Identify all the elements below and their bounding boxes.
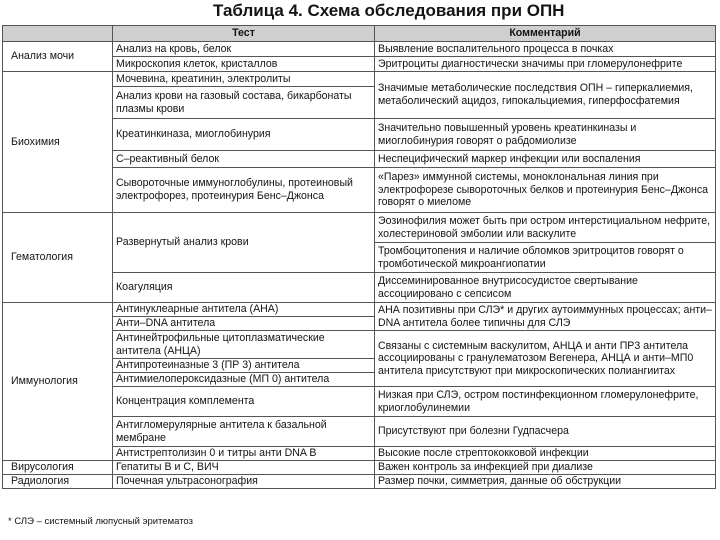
- table-title: Таблица 4. Схема обследования при ОПН: [213, 1, 565, 20]
- comment-cell: Выявление воспалительного процесса в почках: [375, 42, 716, 57]
- footnote: * СЛЭ – системный люпусный эритематоз: [8, 516, 193, 527]
- test-cell: Антимиелопероксидазные (МП 0) антитела: [113, 373, 375, 387]
- exam-table-wrapper: [2, 25, 716, 489]
- comment-cell: Тромбоцитопения и наличие обломков эритроцитов говорят о тромботической микроангиопатии: [375, 243, 716, 273]
- category-immunology: Иммунология: [3, 303, 113, 461]
- comment-cell: Связаны с системным васкулитом, АНЦА и анти ПР3 антитела ассоциированы с гранулематозом Вегенера, АНЦА и анти–МП0 антитела присутствуют при микроскопических полиангиитах: [375, 331, 716, 387]
- test-cell: Антинуклеарные антитела (АНА): [113, 303, 375, 317]
- header-comment: Комментарий: [375, 26, 716, 42]
- comment-cell: Высокие после стрептококковой инфекции: [375, 447, 716, 461]
- comment-cell: Диссеминированное внутрисосудистое свертывание ассоциировано с сепсисом: [375, 273, 716, 303]
- test-cell: Концентрация комплемента: [113, 387, 375, 417]
- header-row: [3, 26, 716, 42]
- table-row: [3, 303, 716, 317]
- table-row: [3, 72, 716, 87]
- comment-cell: Низкая при СЛЭ, остром постинфекционном гломерулонефрите, криоглобулинемии: [375, 387, 716, 417]
- comment-cell: Значимые метаболические последствия ОПН – гиперкалиемия, метаболический ацидоз, гипокальциемия, гиперфосфатемия: [375, 72, 716, 119]
- comment-cell: Значительно повышенный уровень креатинкиназы и миоглобинурия говорят о рабдомиолизе: [375, 119, 716, 151]
- test-cell: Гепатиты В и С, ВИЧ: [113, 461, 375, 475]
- test-cell: Почечная ультрасонография: [113, 475, 375, 489]
- category-biochemistry: Биохимия: [3, 72, 113, 213]
- table-row: [3, 461, 716, 475]
- comment-cell: АНА позитивны при СЛЭ* и других аутоиммунных процессах; анти– DNA антитела более типичны для СЛЭ: [375, 303, 716, 331]
- table-title-bar: [0, 0, 720, 24]
- header-category: [3, 26, 113, 42]
- category-hematology: Гематология: [3, 213, 113, 303]
- exam-table: [2, 25, 716, 489]
- test-cell: Антипротеиназные 3 (ПР 3) антитела: [113, 359, 375, 373]
- comment-cell: Эозинофилия может быть при остром интерстициальном нефрите, холестериновой эмболии или васкулите: [375, 213, 716, 243]
- category-urinalysis: Анализ мочи: [3, 42, 113, 72]
- test-cell: Сывороточные иммуноглобулины, протеиновый электрофорез, протеинурия Бенс–Джонса: [113, 168, 375, 213]
- test-cell: Антистрептолизин 0 и титры анти DNA B: [113, 447, 375, 461]
- test-cell: С–реактивный белок: [113, 151, 375, 168]
- comment-cell: «Парез» иммунной системы, моноклональная линия при электрофорезе сывороточных белков и протеинурия Бенс–Джонса говорят о миеломе: [375, 168, 716, 213]
- test-cell: Анализ на кровь, белок: [113, 42, 375, 57]
- test-cell: Антинейтрофильные цитоплазматические антитела (АНЦА): [113, 331, 375, 359]
- test-cell: Микроскопия клеток, кристаллов: [113, 57, 375, 72]
- category-virology: Вирусология: [3, 461, 113, 475]
- comment-cell: Важен контроль за инфекцией при диализе: [375, 461, 716, 475]
- header-test: Тест: [113, 26, 375, 42]
- table-row: [3, 475, 716, 489]
- test-cell: Антигломерулярные антитела к базальной мембране: [113, 417, 375, 447]
- test-cell: Коагуляция: [113, 273, 375, 303]
- test-cell: Креатинкиназа, миоглобинурия: [113, 119, 375, 151]
- test-cell: Анти–DNA антитела: [113, 317, 375, 331]
- table-row: [3, 213, 716, 243]
- test-cell: Мочевина, креатинин, электролиты: [113, 72, 375, 87]
- comment-cell: Эритроциты диагностически значимы при гломерулонефрите: [375, 57, 716, 72]
- comment-cell: Присутствуют при болезни Гудпасчера: [375, 417, 716, 447]
- comment-cell: Неспецифический маркер инфекции или воспаления: [375, 151, 716, 168]
- category-radiology: Радиология: [3, 475, 113, 489]
- test-cell: Развернутый анализ крови: [113, 213, 375, 273]
- test-cell: Анализ крови на газовый состава, бикарбонаты плазмы крови: [113, 87, 375, 119]
- comment-cell: Размер почки, симметрия, данные об обструкции: [375, 475, 716, 489]
- table-row: [3, 42, 716, 57]
